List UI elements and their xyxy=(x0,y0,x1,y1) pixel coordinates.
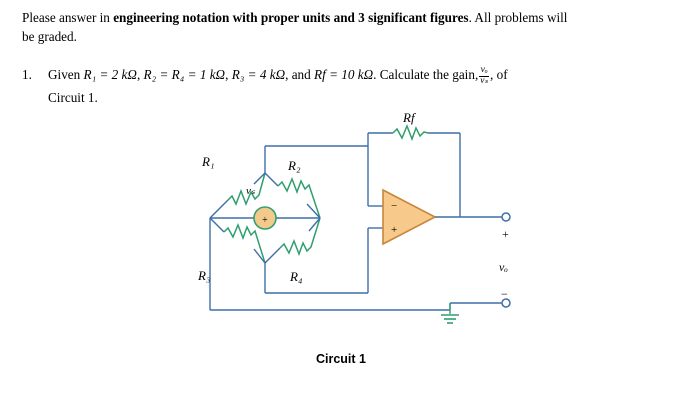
op-amp xyxy=(383,190,435,244)
calculate-text: Calculate the gain, xyxy=(379,67,479,82)
problem-number: 1. xyxy=(22,67,32,82)
instructions-line2: be graded. xyxy=(22,29,77,45)
instructions-line1-post: . All problems will xyxy=(468,10,568,25)
comma-1: , xyxy=(136,67,144,82)
r3-label: R₃ xyxy=(198,268,211,283)
gain-numerator: vₒ xyxy=(480,65,488,76)
vo-label: vₒ xyxy=(499,260,508,274)
source-plus-sign: + xyxy=(262,215,268,226)
r4-label: R₄ xyxy=(290,269,303,284)
instructions-line1-pre: Please answer in xyxy=(22,10,114,25)
vs-label: vₛ xyxy=(246,185,255,197)
rf-value: Rf = 10 kΩ xyxy=(314,67,374,82)
circuit-caption: Circuit 1 xyxy=(315,352,366,366)
noninverting-input-path xyxy=(265,228,383,293)
r3-value: R₃ = 4 kΩ xyxy=(231,67,286,82)
gain-fraction xyxy=(479,66,489,87)
gain-denominator: vₛ xyxy=(480,76,489,87)
comma-3: , xyxy=(285,67,292,82)
output-terminals xyxy=(499,213,510,307)
and-word: and xyxy=(291,67,311,82)
opamp-inverting-sign: − xyxy=(391,200,398,212)
period-1: . xyxy=(373,67,380,82)
instructions-line1-bold: engineering notation with proper units and 3 significant figures xyxy=(113,10,469,25)
r2-r4-value: R₂ = R₄ = 1 kΩ xyxy=(143,67,226,82)
of-text: , of xyxy=(490,67,508,82)
feedback-branch-rf xyxy=(368,126,460,217)
comma-2: , xyxy=(225,67,232,82)
output-plus-label: + xyxy=(502,227,509,241)
opamp-noninverting-sign: + xyxy=(391,224,398,236)
r2-label: R₂ xyxy=(288,158,301,173)
r1-label: R₁ xyxy=(202,154,215,169)
given-label: Given xyxy=(48,67,81,82)
problem-statement-line2: Circuit 1. xyxy=(48,90,98,106)
problem-statement-line1 xyxy=(48,65,508,87)
output-minus-label: − xyxy=(501,287,508,301)
problem-1 xyxy=(22,64,662,110)
r1-value: R₁ = 2 kΩ xyxy=(83,67,137,82)
rf-label: Rf xyxy=(403,110,415,125)
circuit-svg xyxy=(150,110,570,333)
instructions-paragraph xyxy=(22,8,662,46)
inverting-input-path xyxy=(265,146,383,206)
circuit-diagram xyxy=(150,110,570,333)
voltage-source-vs xyxy=(210,207,320,229)
ground-connection xyxy=(441,303,502,323)
